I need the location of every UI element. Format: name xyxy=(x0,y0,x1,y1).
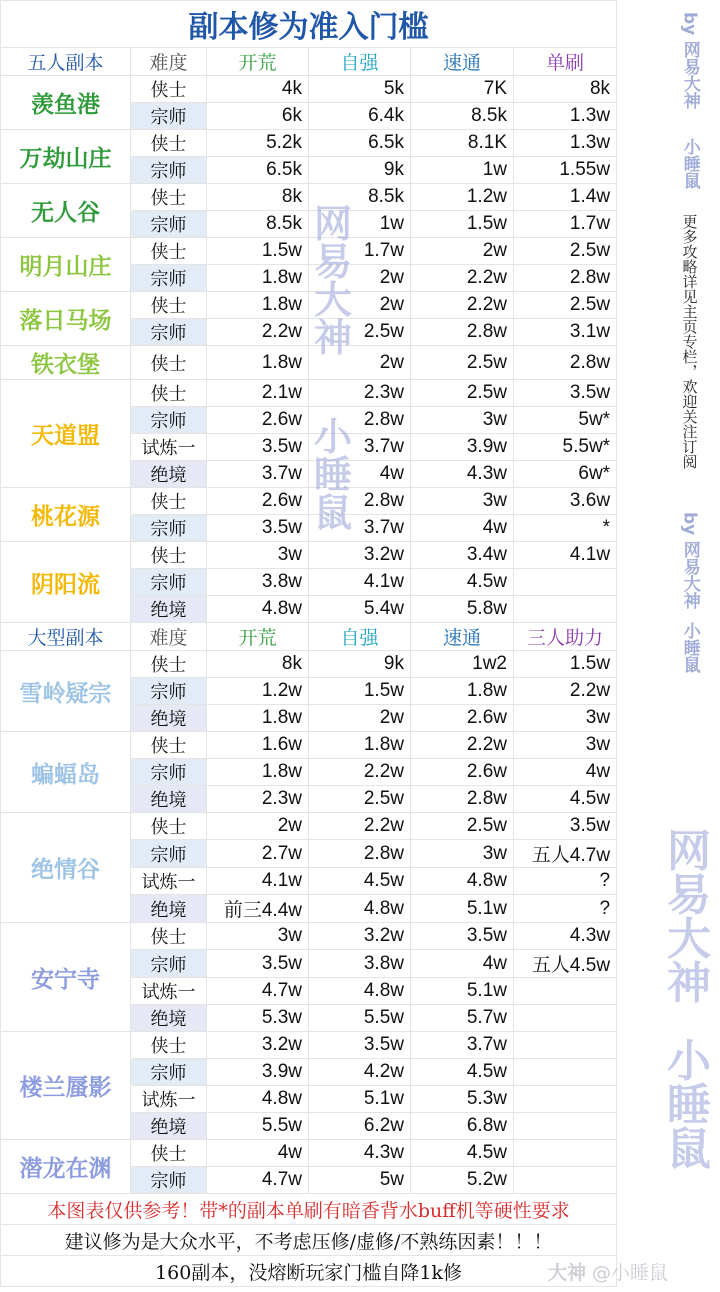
difficulty-cell: 宗师 xyxy=(131,569,207,596)
value-cell: 8k xyxy=(207,651,309,678)
value-cell: 2.5w xyxy=(514,292,617,319)
side-promo-text: 更多攻略详见主页专栏，欢迎关注订阅 xyxy=(680,214,699,469)
value-cell: 3w xyxy=(411,407,514,434)
value-cell: 4.1w xyxy=(207,868,309,895)
table-row xyxy=(1,346,617,380)
difficulty-cell: 侠士 xyxy=(131,1140,207,1167)
difficulty-cell: 宗师 xyxy=(131,1059,207,1086)
dungeon-name: 安宁寺 xyxy=(1,923,131,1032)
value-cell: 4.5w xyxy=(309,868,411,895)
value-cell: 2.2w xyxy=(411,265,514,292)
value-cell: 3w xyxy=(514,732,617,759)
value-cell: 2.2w xyxy=(309,813,411,840)
dungeon-name: 明月山庄 xyxy=(1,238,131,292)
value-cell: 2.8w xyxy=(514,265,617,292)
value-cell: 1.5w xyxy=(514,651,617,678)
value-cell: 2w xyxy=(411,238,514,265)
value-cell: 5.2w xyxy=(411,1167,514,1194)
value-cell: 2.6w xyxy=(411,705,514,732)
difficulty-cell: 试炼一 xyxy=(131,978,207,1005)
value-cell xyxy=(514,1059,617,1086)
value-cell: 5.4w xyxy=(309,596,411,623)
value-cell: 1.8w xyxy=(207,292,309,319)
value-cell: 3.1w xyxy=(514,319,617,346)
column-header: 开荒 xyxy=(207,623,309,651)
difficulty-cell: 宗师 xyxy=(131,103,207,130)
value-cell: 3.2w xyxy=(309,923,411,950)
value-cell: ? xyxy=(514,868,617,895)
value-cell: 6.5k xyxy=(207,157,309,184)
column-header: 难度 xyxy=(131,623,207,651)
dungeon-name: 万劫山庄 xyxy=(1,130,131,184)
value-cell: 2.5w xyxy=(514,238,617,265)
value-cell: 1.8w xyxy=(207,759,309,786)
value-cell: 3.7w xyxy=(411,1032,514,1059)
value-cell: 5.5w* xyxy=(514,434,617,461)
value-cell: 4w xyxy=(411,515,514,542)
table-row xyxy=(1,542,617,569)
value-cell: 5.3w xyxy=(411,1086,514,1113)
value-cell: 3.5w xyxy=(207,434,309,461)
value-cell: 3w xyxy=(411,840,514,868)
value-cell: 5.1w xyxy=(309,1086,411,1113)
value-cell: 5w xyxy=(309,1167,411,1194)
difficulty-cell: 宗师 xyxy=(131,265,207,292)
value-cell: 3.5w xyxy=(309,1032,411,1059)
value-cell: 1.55w xyxy=(514,157,617,184)
value-cell: 1.8w xyxy=(207,265,309,292)
value-cell xyxy=(514,1005,617,1032)
dungeon-name: 阴阳流 xyxy=(1,542,131,623)
value-cell xyxy=(514,596,617,623)
column-header: 开荒 xyxy=(207,48,309,76)
value-cell: 2.8w xyxy=(411,319,514,346)
value-cell: 2w xyxy=(309,346,411,380)
table-row xyxy=(1,813,617,840)
difficulty-cell: 侠士 xyxy=(131,380,207,407)
value-cell: 3w xyxy=(514,705,617,732)
value-cell: 5w* xyxy=(514,407,617,434)
column-header: 自强 xyxy=(309,623,411,651)
value-cell: 4.5w xyxy=(411,1059,514,1086)
column-header: 速通 xyxy=(411,623,514,651)
value-cell: 4.8w xyxy=(411,868,514,895)
value-cell: 4.2w xyxy=(309,1059,411,1086)
watermark-center-name: 小睡鼠 xyxy=(313,414,352,535)
dungeon-name: 绝情谷 xyxy=(1,813,131,923)
value-cell: 4.1w xyxy=(309,569,411,596)
value-cell: 1.7w xyxy=(309,238,411,265)
side-name-mid: 小睡鼠 xyxy=(679,622,700,673)
value-cell: 2w xyxy=(207,813,309,840)
difficulty-cell: 侠士 xyxy=(131,488,207,515)
difficulty-cell: 侠士 xyxy=(131,130,207,157)
value-cell xyxy=(514,978,617,1005)
value-cell: 5.5w xyxy=(309,1005,411,1032)
value-cell: 4.3w xyxy=(309,1140,411,1167)
dungeon-name: 落日马场 xyxy=(1,292,131,346)
difficulty-cell: 试炼一 xyxy=(131,434,207,461)
table-row xyxy=(1,651,617,678)
table-row xyxy=(1,130,617,157)
dungeon-name: 楼兰蜃影 xyxy=(1,1032,131,1140)
difficulty-cell: 绝境 xyxy=(131,895,207,923)
page-title: 副本修为准入门槛 xyxy=(1,1,617,48)
dungeon-name: 潜龙在渊 xyxy=(1,1140,131,1194)
value-cell: 3.2w xyxy=(309,542,411,569)
value-cell: 4.5w xyxy=(514,786,617,813)
value-cell: * xyxy=(514,515,617,542)
value-cell: 1.2w xyxy=(411,184,514,211)
value-cell: 5k xyxy=(309,76,411,103)
value-cell: 2.5w xyxy=(309,319,411,346)
column-header: 单刷 xyxy=(514,48,617,76)
value-cell: 2.5w xyxy=(411,380,514,407)
value-cell: 1.5w xyxy=(411,211,514,238)
difficulty-cell: 侠士 xyxy=(131,184,207,211)
value-cell: 9k xyxy=(309,651,411,678)
table-row xyxy=(1,732,617,759)
value-cell: 前三4.4w xyxy=(207,895,309,923)
dungeon-name: 雪岭疑宗 xyxy=(1,651,131,732)
value-cell: 2.5w xyxy=(411,346,514,380)
difficulty-cell: 宗师 xyxy=(131,407,207,434)
dungeon-name: 铁衣堡 xyxy=(1,346,131,380)
value-cell: 5.7w xyxy=(411,1005,514,1032)
value-cell: 2.1w xyxy=(207,380,309,407)
value-cell: 1w xyxy=(411,157,514,184)
column-header: 五人副本 xyxy=(1,48,131,76)
column-header: 自强 xyxy=(309,48,411,76)
value-cell: 1.7w xyxy=(514,211,617,238)
value-cell: 4.8w xyxy=(207,1086,309,1113)
difficulty-cell: 绝境 xyxy=(131,705,207,732)
value-cell: 3.5w xyxy=(411,923,514,950)
value-cell: 8.5k xyxy=(207,211,309,238)
value-cell: 8.1K xyxy=(411,130,514,157)
value-cell: 2.2w xyxy=(411,292,514,319)
difficulty-cell: 侠士 xyxy=(131,238,207,265)
difficulty-cell: 绝境 xyxy=(131,596,207,623)
table-row xyxy=(1,238,617,265)
bottom-handle: @小睡鼠 xyxy=(592,1262,669,1284)
column-header: 大型副本 xyxy=(1,623,131,651)
value-cell: 4.7w xyxy=(207,1167,309,1194)
value-cell: 3.7w xyxy=(207,461,309,488)
value-cell: 2.6w xyxy=(207,488,309,515)
value-cell: 3.5w xyxy=(514,813,617,840)
difficulty-cell: 侠士 xyxy=(131,76,207,103)
value-cell: 5.5w xyxy=(207,1113,309,1140)
value-cell: 4.5w xyxy=(411,569,514,596)
difficulty-cell: 绝境 xyxy=(131,461,207,488)
value-cell: 8.5k xyxy=(411,103,514,130)
table-row xyxy=(1,488,617,515)
value-cell: 4.8w xyxy=(309,895,411,923)
difficulty-cell: 绝境 xyxy=(131,1113,207,1140)
table-row xyxy=(1,184,617,211)
bottom-brand: 大神 xyxy=(548,1262,587,1284)
value-cell: 8k xyxy=(207,184,309,211)
value-cell: 2.7w xyxy=(207,840,309,868)
value-cell: 3.5w xyxy=(207,950,309,978)
value-cell: 2w xyxy=(309,265,411,292)
value-cell: 2.2w xyxy=(514,678,617,705)
value-cell xyxy=(514,1167,617,1194)
difficulty-cell: 宗师 xyxy=(131,211,207,238)
value-cell: 1.3w xyxy=(514,103,617,130)
value-cell: 3.7w xyxy=(309,434,411,461)
value-cell: 4w xyxy=(309,461,411,488)
value-cell: 4w xyxy=(411,950,514,978)
table-row xyxy=(1,76,617,103)
value-cell: 1.6w xyxy=(207,732,309,759)
value-cell: 6.4k xyxy=(309,103,411,130)
value-cell: 2.2w xyxy=(309,759,411,786)
value-cell: 1.5w xyxy=(309,678,411,705)
value-cell: 5.3w xyxy=(207,1005,309,1032)
difficulty-cell: 侠士 xyxy=(131,923,207,950)
value-cell: 五人4.5w xyxy=(514,950,617,978)
five-person-header-row xyxy=(1,48,617,76)
value-cell: 1w xyxy=(309,211,411,238)
value-cell: 2.5w xyxy=(411,813,514,840)
difficulty-cell: 侠士 xyxy=(131,1032,207,1059)
value-cell xyxy=(514,1032,617,1059)
difficulty-cell: 宗师 xyxy=(131,515,207,542)
difficulty-cell: 宗师 xyxy=(131,157,207,184)
dungeon-name: 无人谷 xyxy=(1,184,131,238)
difficulty-cell: 侠士 xyxy=(131,813,207,840)
difficulty-cell: 宗师 xyxy=(131,759,207,786)
value-cell: 4.8w xyxy=(309,978,411,1005)
value-cell: 2.6w xyxy=(411,759,514,786)
difficulty-cell: 宗师 xyxy=(131,840,207,868)
value-cell: 4.8w xyxy=(207,596,309,623)
table-row xyxy=(1,1032,617,1059)
difficulty-cell: 绝境 xyxy=(131,1005,207,1032)
value-cell: 3.2w xyxy=(207,1032,309,1059)
value-cell: 3w xyxy=(207,923,309,950)
value-cell: 2.2w xyxy=(207,319,309,346)
value-cell: 1.4w xyxy=(514,184,617,211)
value-cell: 1.3w xyxy=(514,130,617,157)
value-cell: 3.9w xyxy=(207,1059,309,1086)
table-row xyxy=(1,923,617,950)
value-cell: 2w xyxy=(309,705,411,732)
value-cell: 3.9w xyxy=(411,434,514,461)
difficulty-cell: 侠士 xyxy=(131,292,207,319)
value-cell: 3.8w xyxy=(207,569,309,596)
value-cell: 1.8w xyxy=(309,732,411,759)
side-author-mid: by 网易大神 xyxy=(679,512,700,610)
value-cell: 2w xyxy=(309,292,411,319)
watermark-right-name: 小睡鼠 xyxy=(667,1036,711,1175)
note-row xyxy=(1,1256,617,1287)
value-cell: 五人4.7w xyxy=(514,840,617,868)
value-cell: 1w2 xyxy=(411,651,514,678)
note-text: 本图表仅供参考！带*的副本单刷有暗香背水buff机等硬性要求 xyxy=(1,1194,617,1225)
value-cell: 3w xyxy=(411,488,514,515)
value-cell: 2.6w xyxy=(207,407,309,434)
value-cell: 1.5w xyxy=(207,238,309,265)
value-cell: 3.5w xyxy=(514,380,617,407)
difficulty-cell: 宗师 xyxy=(131,319,207,346)
value-cell: 3.6w xyxy=(514,488,617,515)
value-cell: 6.2w xyxy=(309,1113,411,1140)
watermark-right-brand: 网易大神 xyxy=(667,826,711,1009)
dungeon-name: 桃花源 xyxy=(1,488,131,542)
column-header: 速通 xyxy=(411,48,514,76)
table-row xyxy=(1,1140,617,1167)
value-cell: 5.1w xyxy=(411,978,514,1005)
value-cell: 1.8w xyxy=(411,678,514,705)
value-cell: 1.2w xyxy=(207,678,309,705)
value-cell: 5.8w xyxy=(411,596,514,623)
difficulty-cell: 宗师 xyxy=(131,678,207,705)
value-cell xyxy=(514,1086,617,1113)
note-row xyxy=(1,1225,617,1256)
value-cell: 4.5w xyxy=(411,1140,514,1167)
value-cell: 6.8w xyxy=(411,1113,514,1140)
value-cell: 3.8w xyxy=(309,950,411,978)
value-cell: 3.4w xyxy=(411,542,514,569)
value-cell: 2.8w xyxy=(309,407,411,434)
table-row xyxy=(1,292,617,319)
note-text: 160副本，没熔断玩家门槛自降1k修 xyxy=(1,1256,617,1287)
side-name-top: 小睡鼠 xyxy=(679,138,700,189)
difficulty-cell: 绝境 xyxy=(131,786,207,813)
table-row xyxy=(1,380,617,407)
value-cell: 4w xyxy=(514,759,617,786)
bottom-watermark xyxy=(548,1258,668,1285)
difficulty-cell: 试炼一 xyxy=(131,1086,207,1113)
dungeon-name: 天道盟 xyxy=(1,380,131,488)
value-cell: 2.8w xyxy=(309,840,411,868)
value-cell: 3.5w xyxy=(207,515,309,542)
value-cell: 7K xyxy=(411,76,514,103)
value-cell: 2.3w xyxy=(309,380,411,407)
difficulty-cell: 侠士 xyxy=(131,346,207,380)
value-cell: 4w xyxy=(207,1140,309,1167)
value-cell: 4.3w xyxy=(514,923,617,950)
large-dungeon-header-row xyxy=(1,623,617,651)
value-cell: 5.2k xyxy=(207,130,309,157)
note-row xyxy=(1,1194,617,1225)
value-cell: 4.7w xyxy=(207,978,309,1005)
value-cell: 6.5k xyxy=(309,130,411,157)
value-cell: ? xyxy=(514,895,617,923)
value-cell: 8.5k xyxy=(309,184,411,211)
value-cell: 8k xyxy=(514,76,617,103)
value-cell: 4.3w xyxy=(411,461,514,488)
watermark-center-brand: 网易大神 xyxy=(313,201,352,360)
value-cell: 5.1w xyxy=(411,895,514,923)
value-cell: 6k xyxy=(207,103,309,130)
value-cell: 2.3w xyxy=(207,786,309,813)
note-text: 建议修为是大众水平，不考虑压修/虚修/不熟练因素！！！ xyxy=(1,1225,617,1256)
value-cell: 9k xyxy=(309,157,411,184)
value-cell xyxy=(514,1140,617,1167)
value-cell: 3w xyxy=(207,542,309,569)
value-cell: 2.5w xyxy=(309,786,411,813)
value-cell: 1.8w xyxy=(207,705,309,732)
value-cell xyxy=(514,569,617,596)
difficulty-cell: 侠士 xyxy=(131,542,207,569)
value-cell: 1.8w xyxy=(207,346,309,380)
column-header: 三人助力 xyxy=(514,623,617,651)
difficulty-cell: 宗师 xyxy=(131,950,207,978)
value-cell: 4k xyxy=(207,76,309,103)
value-cell xyxy=(514,1113,617,1140)
value-cell: 3.7w xyxy=(309,515,411,542)
dungeon-name: 蝙蝠岛 xyxy=(1,732,131,813)
value-cell: 2.8w xyxy=(411,786,514,813)
value-cell: 6w* xyxy=(514,461,617,488)
value-cell: 2.8w xyxy=(309,488,411,515)
difficulty-cell: 侠士 xyxy=(131,732,207,759)
dungeon-name: 羡鱼港 xyxy=(1,76,131,130)
difficulty-cell: 宗师 xyxy=(131,1167,207,1194)
difficulty-cell: 侠士 xyxy=(131,651,207,678)
value-cell: 2.2w xyxy=(411,732,514,759)
value-cell: 2.8w xyxy=(514,346,617,380)
side-author-top: by 网易大神 xyxy=(679,12,700,110)
difficulty-cell: 试炼一 xyxy=(131,868,207,895)
value-cell: 4.1w xyxy=(514,542,617,569)
column-header: 难度 xyxy=(131,48,207,76)
